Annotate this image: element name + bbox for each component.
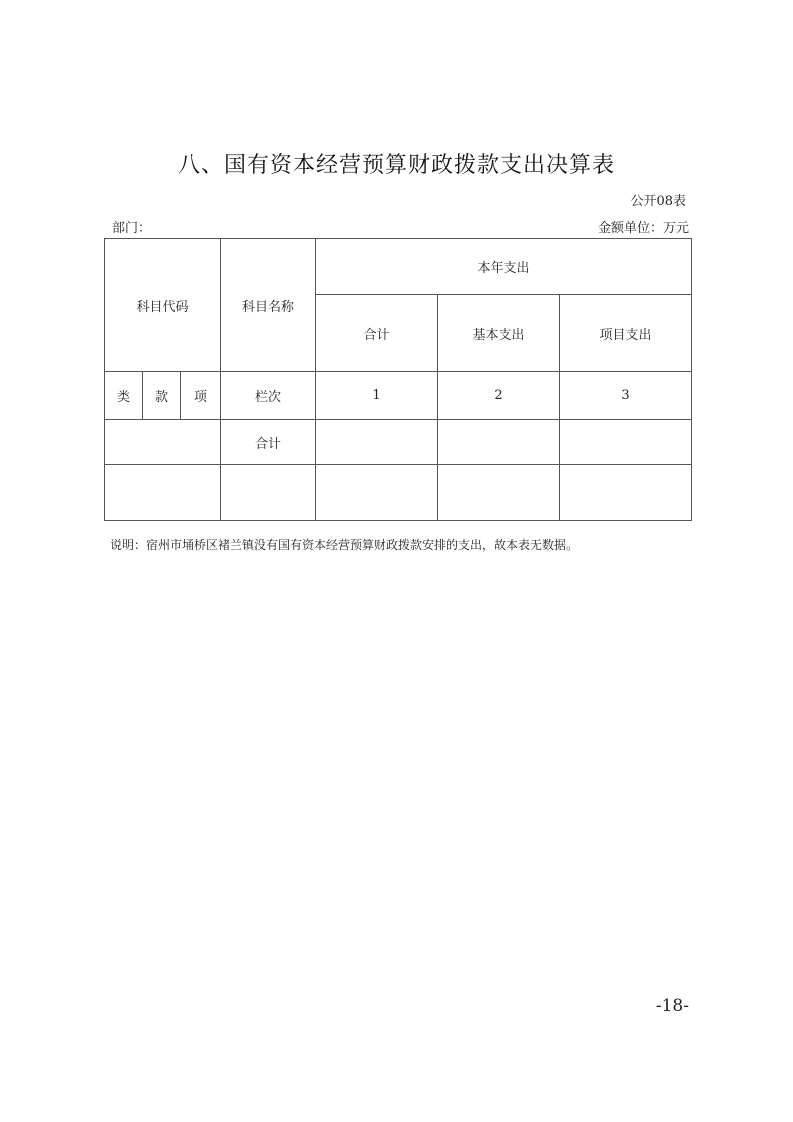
current-year-expenditure-header: 本年支出 [316, 239, 692, 295]
page-number: -18- [655, 996, 689, 1016]
empty-row-project-cell [560, 465, 692, 521]
total-row-project-cell [560, 420, 692, 465]
column-order-label: 栏次 [221, 372, 316, 420]
total-row-total-cell [316, 420, 438, 465]
total-row-basic-cell [438, 420, 560, 465]
class-label: 类 [105, 372, 143, 420]
department-label: 部门： [112, 221, 152, 236]
unit-label: 金额单位：万元 [597, 221, 689, 236]
empty-row-total-cell [316, 465, 438, 521]
project-expenditure-header: 项目支出 [560, 295, 692, 372]
section-label: 款 [143, 372, 181, 420]
subject-code-header: 科目代码 [105, 239, 221, 372]
total-header: 合计 [316, 295, 438, 372]
item-label: 项 [181, 372, 221, 420]
column-number-3: 3 [560, 372, 692, 420]
empty-row-name-cell [221, 465, 316, 521]
empty-row-code-cell [105, 465, 221, 521]
table-note: 说明：宿州市埇桥区褚兰镇没有国有资本经营预算财政拨款安排的支出，故本表无数据。 [110, 538, 579, 552]
subject-name-header: 科目名称 [221, 239, 316, 372]
page-title: 八、国有资本经营预算财政拨款支出决算表 [177, 153, 615, 178]
table-code: 公开08表 [630, 194, 686, 209]
column-number-2: 2 [438, 372, 560, 420]
total-row-code-cell [105, 420, 221, 465]
basic-expenditure-header: 基本支出 [438, 295, 560, 372]
total-row-label: 合计 [221, 420, 316, 465]
empty-row-basic-cell [438, 465, 560, 521]
expenditure-table [104, 238, 692, 521]
column-number-1: 1 [316, 372, 438, 420]
